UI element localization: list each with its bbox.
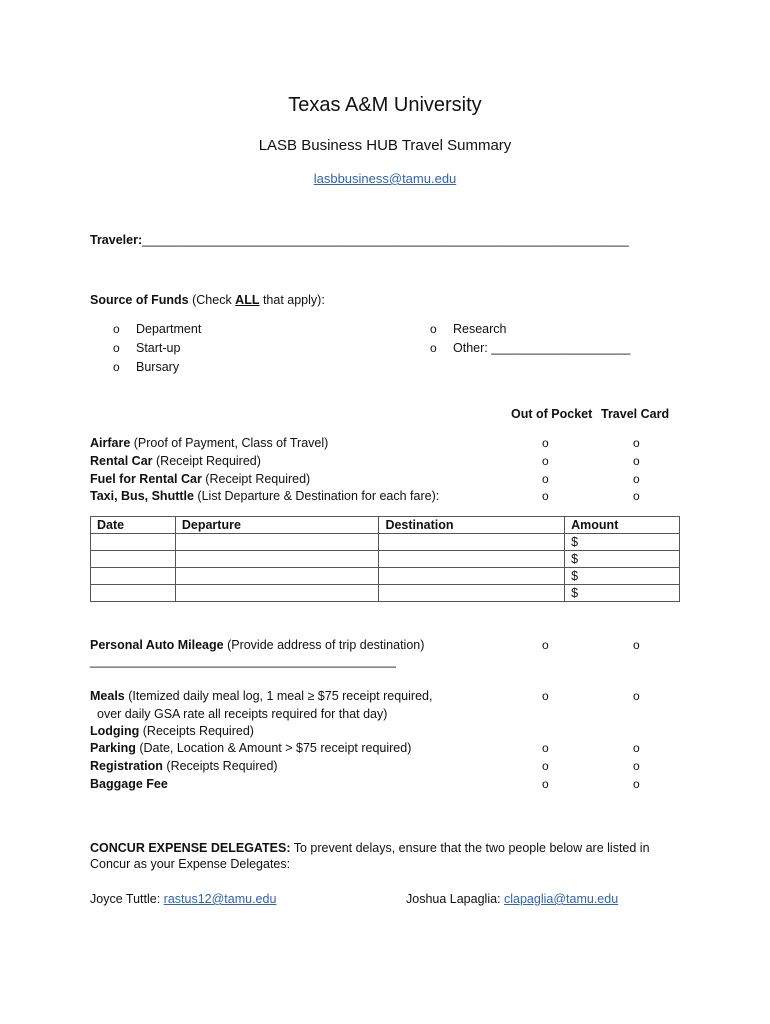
- checkbox-fuel-card[interactable]: o: [633, 472, 640, 486]
- fund-option-label: Department: [136, 322, 202, 336]
- departure-cell[interactable]: [175, 585, 379, 602]
- departure-cell[interactable]: [175, 534, 379, 551]
- delegate-email-link[interactable]: rastus12@tamu.edu: [163, 892, 277, 906]
- traveler-blank[interactable]: ______________________________________________________________________: [142, 233, 629, 247]
- expense-lodging: [90, 724, 254, 738]
- checkbox-bursary[interactable]: o: [113, 360, 120, 374]
- expense-name: Baggage Fee: [90, 777, 168, 791]
- funds-note-pre: (Check: [188, 293, 236, 307]
- expense-airfare: [90, 436, 328, 450]
- checkbox-rental-pocket[interactable]: o: [542, 454, 549, 468]
- funds-label: Source of Funds: [90, 293, 189, 307]
- table-row: [91, 585, 680, 602]
- concur-notice: [90, 841, 650, 855]
- expense-taxi: [90, 489, 439, 503]
- column-travel-card: Travel Card: [601, 407, 670, 421]
- expense-rental-car: [90, 454, 261, 468]
- checkbox-startup[interactable]: o: [113, 341, 120, 355]
- expense-name: Rental Car: [90, 454, 153, 468]
- expense-name: Taxi, Bus, Shuttle: [90, 489, 194, 503]
- fund-option-other: [453, 341, 630, 355]
- expense-name: Registration: [90, 759, 163, 773]
- table-row: [91, 534, 680, 551]
- date-cell[interactable]: [91, 534, 176, 551]
- destination-cell[interactable]: [379, 534, 565, 551]
- amount-cell[interactable]: $: [565, 534, 680, 551]
- header-date: Date: [91, 517, 176, 534]
- office-email-link[interactable]: lasbbusiness@tamu.edu: [313, 171, 457, 186]
- checkbox-taxi-card[interactable]: o: [633, 489, 640, 503]
- delegate-joyce: [90, 892, 276, 906]
- date-cell[interactable]: [91, 585, 176, 602]
- expense-name: Airfare: [90, 436, 131, 450]
- expense-note: (List Departure & Destination for each fare):: [193, 489, 440, 503]
- document-title: Texas A&M University: [288, 94, 482, 116]
- delegate-email-link[interactable]: clapaglia@tamu.edu: [504, 892, 619, 906]
- expense-note: (Date, Location & Amount > $75 receipt required): [135, 741, 412, 755]
- expense-mileage: [90, 638, 424, 652]
- date-cell[interactable]: [91, 551, 176, 568]
- fund-option-label: Other:: [453, 341, 488, 355]
- concur-text-line2: Concur as your Expense Delegates:: [90, 857, 291, 871]
- fund-option-label: Bursary: [136, 360, 180, 374]
- expense-note: (Receipts Required): [162, 759, 278, 773]
- expense-name: Fuel for Rental Car: [90, 472, 202, 486]
- expense-note: (Proof of Payment, Class of Travel): [130, 436, 329, 450]
- concur-text: To prevent delays, ensure that the two people below are listed in: [290, 841, 650, 855]
- delegate-name: Joshua Lapaglia:: [406, 892, 504, 906]
- table-row: [91, 568, 680, 585]
- departure-cell[interactable]: [175, 568, 379, 585]
- expense-name: Parking: [90, 741, 136, 755]
- checkbox-taxi-pocket[interactable]: o: [542, 489, 549, 503]
- date-cell[interactable]: [91, 568, 176, 585]
- header-amount: Amount: [565, 517, 680, 534]
- expense-note: (Receipt Required): [201, 472, 311, 486]
- destination-cell[interactable]: [379, 551, 565, 568]
- table-row: [91, 551, 680, 568]
- checkbox-baggage-card[interactable]: o: [633, 777, 640, 791]
- checkbox-parking-card[interactable]: o: [633, 741, 640, 755]
- checkbox-other[interactable]: o: [430, 341, 437, 355]
- expense-name: Meals: [90, 689, 125, 703]
- fare-table-header: [91, 517, 680, 534]
- checkbox-baggage-pocket[interactable]: o: [542, 777, 549, 791]
- header-destination: Destination: [379, 517, 565, 534]
- meals-note-line2: over daily GSA rate all receipts required for that day): [97, 707, 388, 721]
- checkbox-airfare-pocket[interactable]: o: [542, 436, 549, 450]
- fare-table: [90, 516, 680, 602]
- checkbox-meals-pocket[interactable]: o: [542, 689, 549, 703]
- expense-note: (Receipt Required): [152, 454, 261, 468]
- delegate-joshua: [406, 892, 618, 906]
- checkbox-registration-card[interactable]: o: [633, 759, 640, 773]
- destination-cell[interactable]: [379, 568, 565, 585]
- expense-baggage: [90, 777, 168, 791]
- expense-note: (Itemized daily meal log, 1 meal ≥ $75 receipt required,: [124, 689, 433, 703]
- traveler-line: [90, 233, 629, 247]
- expense-fuel: [90, 472, 310, 486]
- expense-note: (Receipts Required): [139, 724, 254, 738]
- expense-name: Lodging: [90, 724, 140, 738]
- checkbox-fuel-pocket[interactable]: o: [542, 472, 549, 486]
- checkbox-research[interactable]: o: [430, 322, 437, 336]
- amount-cell[interactable]: $: [565, 568, 680, 585]
- checkbox-meals-card[interactable]: o: [633, 689, 640, 703]
- checkbox-mileage-card[interactable]: o: [633, 638, 640, 652]
- checkbox-parking-pocket[interactable]: o: [542, 741, 549, 755]
- funds-heading: [90, 293, 325, 307]
- amount-cell[interactable]: $: [565, 551, 680, 568]
- concur-heading: CONCUR EXPENSE DELEGATES:: [90, 841, 291, 855]
- funds-note-all: ALL: [235, 293, 260, 307]
- header-departure: Departure: [175, 517, 379, 534]
- mileage-address-blank[interactable]: ____________________________________________: [90, 654, 396, 668]
- checkbox-department[interactable]: o: [113, 322, 120, 336]
- traveler-label: Traveler:: [90, 233, 143, 247]
- document-subtitle: LASB Business HUB Travel Summary: [258, 137, 512, 154]
- departure-cell[interactable]: [175, 551, 379, 568]
- funds-note-post: that apply):: [259, 293, 325, 307]
- amount-cell[interactable]: $: [565, 585, 680, 602]
- fund-option-label: Start-up: [136, 341, 181, 355]
- checkbox-registration-pocket[interactable]: o: [542, 759, 549, 773]
- checkbox-airfare-card[interactable]: o: [633, 436, 640, 450]
- checkbox-rental-card[interactable]: o: [633, 454, 640, 468]
- expense-registration: [90, 759, 278, 773]
- fund-option-label: Research: [453, 322, 507, 336]
- checkbox-mileage-pocket[interactable]: o: [542, 638, 549, 652]
- other-blank[interactable]: ____________________: [491, 341, 631, 355]
- destination-cell[interactable]: [379, 585, 565, 602]
- expense-parking: [90, 741, 411, 755]
- delegate-name: Joyce Tuttle:: [90, 892, 164, 906]
- expense-note: (Provide address of trip destination): [223, 638, 425, 652]
- expense-name: Personal Auto Mileage: [90, 638, 224, 652]
- column-out-of-pocket: Out of Pocket: [511, 407, 593, 421]
- office-email-link-wrap: [0, 171, 770, 186]
- expense-meals: [90, 689, 432, 703]
